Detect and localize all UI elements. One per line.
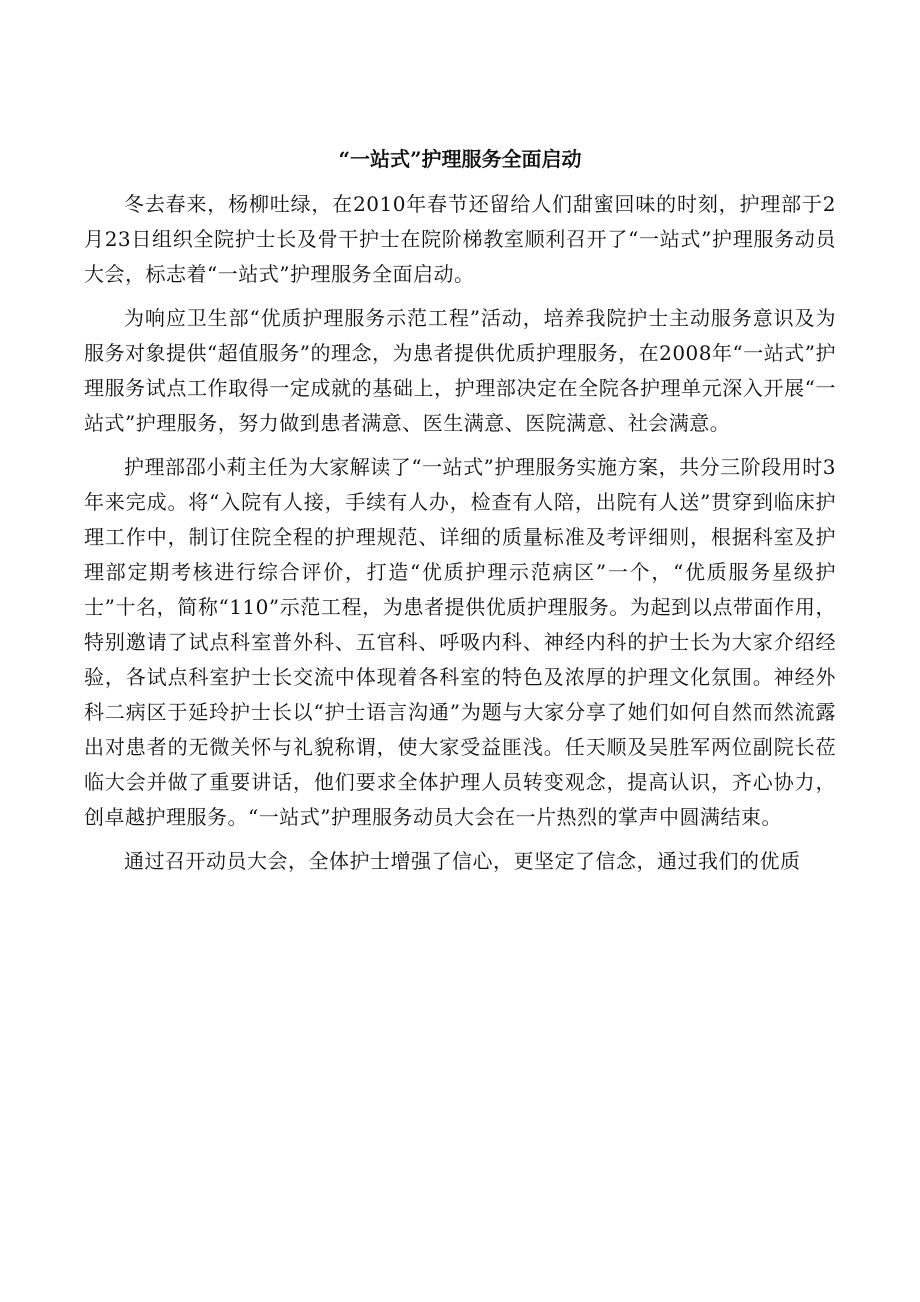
- paragraph-1: 冬去春来，杨柳吐绿，在2010年春节还留给人们甜蜜回味的时刻，护理部于2月23日组织全院护士长及骨干护士在院阶梯教室顺利召开了“一站式”护理服务动员大会，标志着“一站式”护理服务全面启动。: [84, 192, 836, 286]
- paragraph-3: 护理部邵小莉主任为大家解读了“一站式”护理服务实施方案，共分三阶段用时3年来完成。将“入院有人接，手续有人办，检查有人陪，出院有人送”贯穿到临床护理工作中，制订住院全程的护理规范、详细的质量标准及考评细则，根据科室及护理部定期考核进行综合评价，打造“优质护理示范病区”一个，“优质服务星级护士”十名，简称“110”示范工程，为患者提供优质护理服务。为起到以点带面作用，特别邀请了试点科室普外科、五官科、呼吸内科、神经内科的护士长为大家介绍经验，各试点科室护士长交流中体现着各科室的特色及浓厚的护理文化氛围。神经外科二病区于延玲护士长以“护士语言沟通”为题与大家分享了她们如何自然而然流露出对患者的无微关怀与礼貌称谓，使大家受益匪浅。任天顺及吴胜军两位副院长莅临大会并做了重要讲话，他们要求全体护理人员转变观念，提高认识，齐心协力，创卓越护理服务。“一站式”护理服务动员大会在一片热烈的掌声中圆满结束。: [84, 455, 836, 829]
- document-title: “一站式”护理服务全面启动: [338, 147, 582, 171]
- document-body: [84, 147, 836, 888]
- paragraph-4: 通过召开动员大会，全体护士增强了信心，更坚定了信念，通过我们的优质: [124, 849, 801, 873]
- paragraph-2: 为响应卫生部“优质护理服务示范工程”活动，培养我院护士主动服务意识及为服务对象提供“超值服务”的理念，为患者提供优质护理服务，在2008年“一站式”护理服务试点工作取得一定成就的基础上，护理部决定在全院各护理单元深入开展“一站式”护理服务，努力做到患者满意、医生满意、医院满意、社会满意。: [84, 306, 836, 435]
